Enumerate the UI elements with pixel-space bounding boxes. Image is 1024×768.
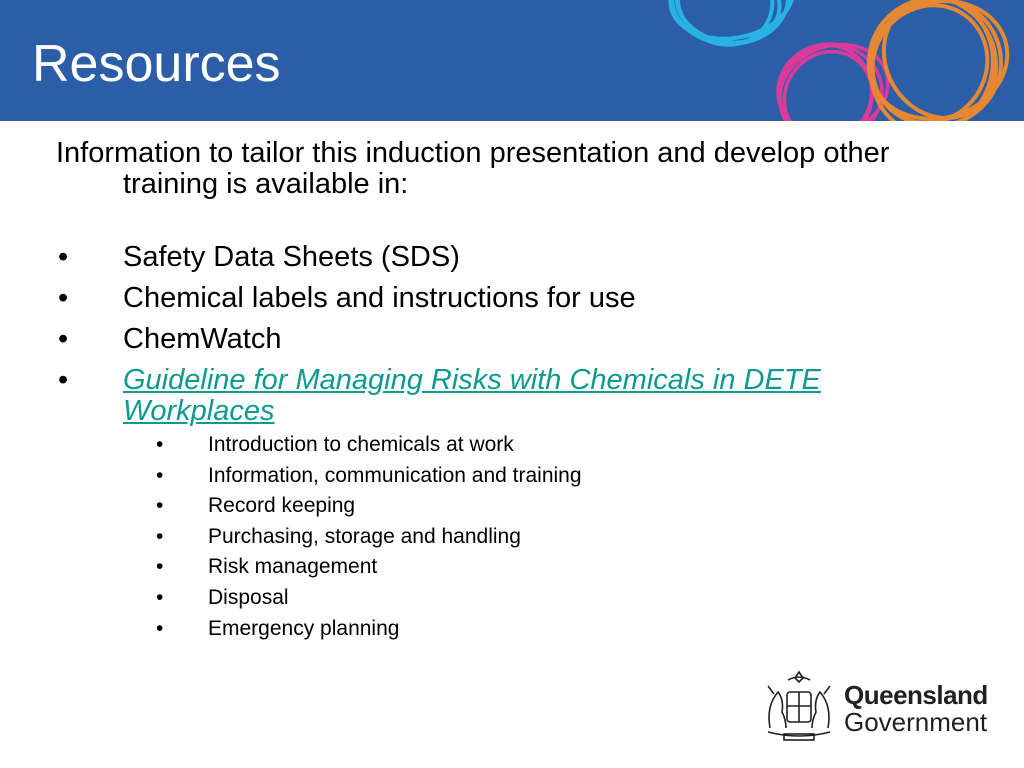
list-item <box>56 242 976 273</box>
bullet-icon: • <box>156 433 164 456</box>
queensland-government-logo <box>762 668 988 746</box>
guideline-link[interactable]: Guideline for Managing Risks with Chemicals in DETE Workplaces <box>123 364 821 427</box>
sub-list-item <box>56 617 976 641</box>
list-item <box>56 283 976 314</box>
bullet-icon: • <box>156 494 164 518</box>
sub-list-item <box>56 464 976 488</box>
slide-header <box>0 0 1024 121</box>
sub-list-item-label: Record keeping <box>208 494 356 518</box>
bullet-icon: • <box>156 585 164 609</box>
resource-list <box>56 242 976 641</box>
sub-list-item-label: Risk management <box>208 555 378 579</box>
list-item <box>56 324 976 355</box>
slide-title: Resources <box>32 35 281 93</box>
sub-list-item-label: Emergency planning <box>208 616 400 640</box>
bullet-icon: • <box>156 463 164 487</box>
queensland-coat-of-arms-icon <box>762 668 836 744</box>
list-item-label: Chemical labels and instructions for use <box>123 282 636 314</box>
sub-list-item <box>56 525 976 549</box>
bullet-icon: • <box>156 616 164 640</box>
list-item-label: Safety Data Sheets (SDS) <box>123 241 460 273</box>
sub-list-item <box>56 555 976 579</box>
bullet-icon: • <box>156 524 164 548</box>
sub-list-item-label: Information, communication and training <box>208 463 582 487</box>
intro-text: Information to tailor this induction presentation and develop other training is available in: <box>56 137 890 200</box>
logo-wordmark <box>844 682 988 736</box>
slide-content <box>56 138 976 651</box>
guideline-sub-list <box>123 433 976 641</box>
bullet-icon: • <box>58 241 69 273</box>
scribble-circles-icon <box>640 0 1024 121</box>
bullet-icon: • <box>58 364 69 396</box>
bullet-icon: • <box>58 282 69 314</box>
sub-list-item-label: Disposal <box>208 585 289 609</box>
sub-list-item <box>56 586 976 610</box>
sub-list-item <box>56 494 976 518</box>
logo-line-government: Government <box>844 707 988 737</box>
sub-list-item <box>56 433 976 457</box>
bullet-icon: • <box>58 323 69 355</box>
sub-list-item-label: Purchasing, storage and handling <box>208 524 521 548</box>
bullet-icon: • <box>156 555 164 579</box>
logo-line-queensland: Queensland <box>844 680 988 710</box>
list-item <box>56 365 976 641</box>
list-item-label: ChemWatch <box>123 323 282 355</box>
sub-list-item-label: Introduction to chemicals at work <box>208 433 514 456</box>
